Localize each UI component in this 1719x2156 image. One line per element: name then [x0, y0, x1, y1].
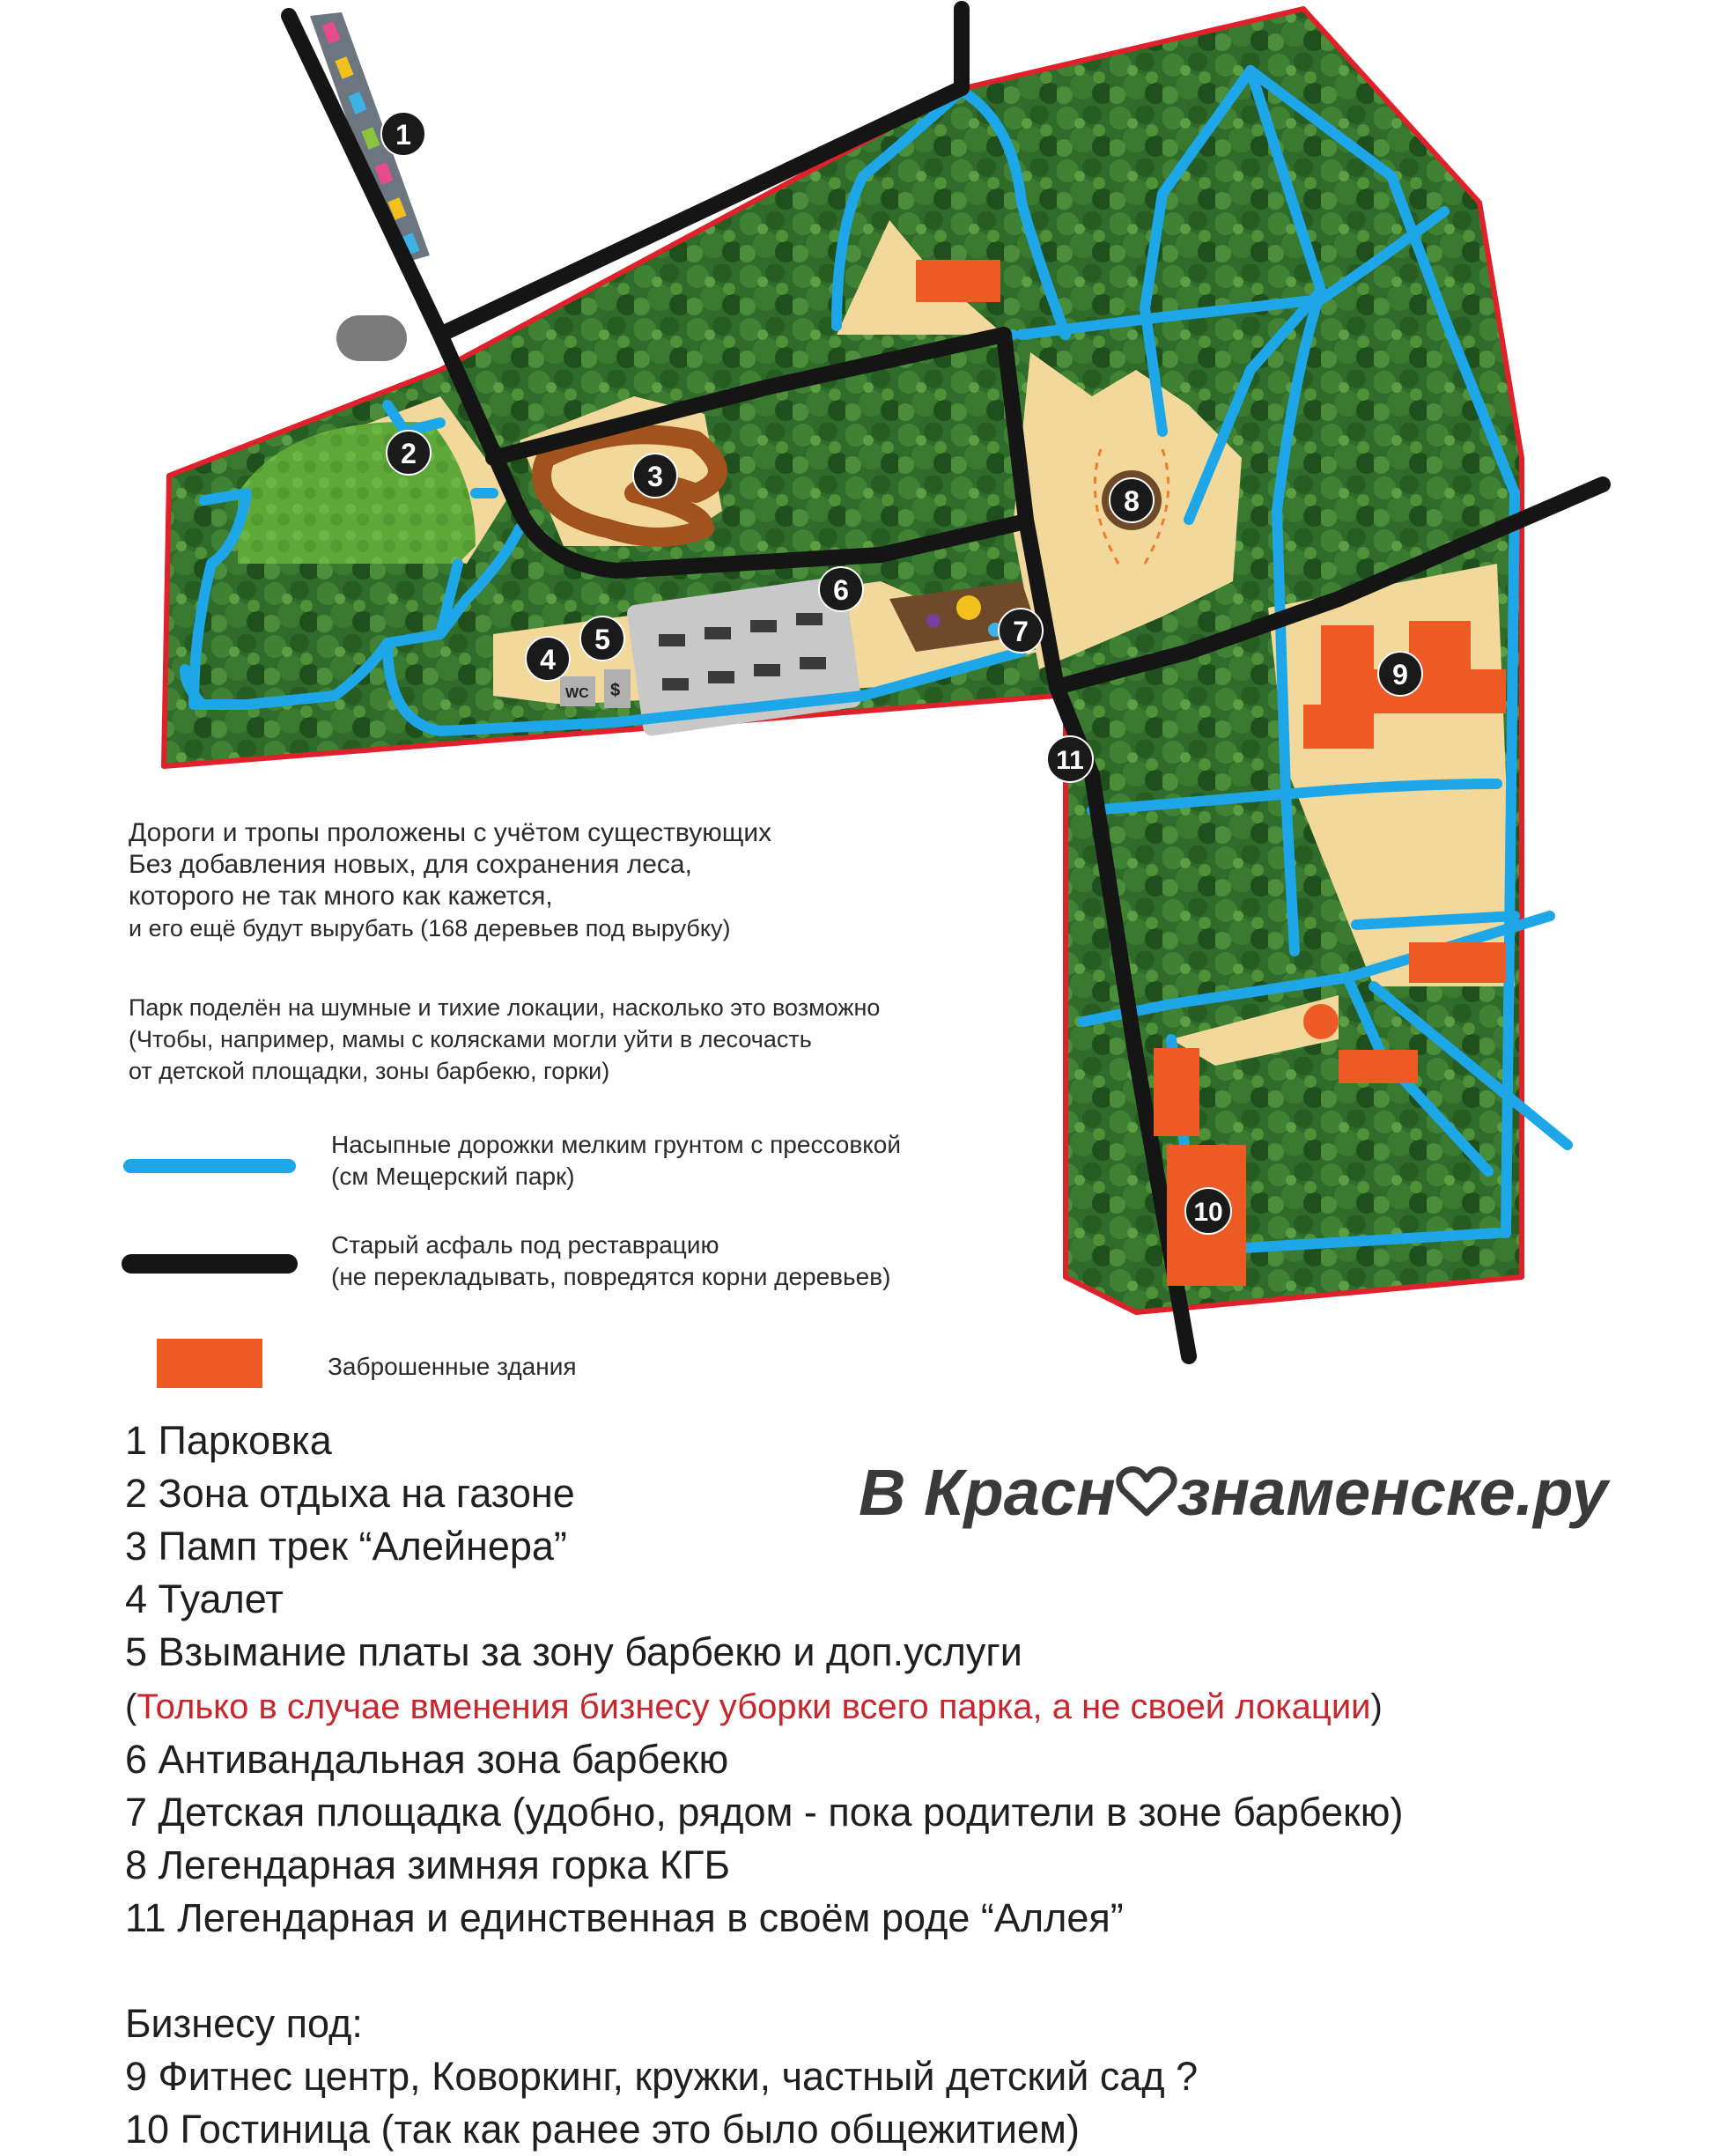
svg-text:6: 6 — [833, 574, 849, 606]
brand-text-before: В Красн — [859, 1456, 1116, 1529]
marker-2 — [387, 431, 431, 475]
zones-note — [129, 992, 880, 1087]
building-north — [916, 260, 1000, 302]
list-item: 4 Туалет — [125, 1576, 284, 1621]
roads-note-line: которого не так много как кажется, — [129, 882, 553, 911]
note-close: ) — [1370, 1687, 1383, 1726]
svg-text:10: 10 — [1193, 1198, 1223, 1227]
list-item: 3 Памп трек “Алейнера” — [125, 1524, 567, 1569]
note-open: ( — [125, 1687, 137, 1726]
marker-1 — [381, 112, 425, 156]
svg-text:5: 5 — [594, 624, 610, 655]
marker-5 — [580, 617, 624, 661]
marker-9 — [1378, 652, 1422, 696]
list-item: 6 Антивандальная зона барбекю — [125, 1737, 729, 1782]
roads-note-line: Дороги и тропы проложены с учётом существующих — [129, 818, 772, 847]
roads-note — [129, 817, 771, 944]
zones-note-line: от детской площадки, зоны барбекю, горки) — [129, 1058, 610, 1084]
marker-11 — [1047, 736, 1093, 782]
marker-3 — [633, 454, 677, 498]
brand-text-after: знаменске.ру — [1177, 1456, 1608, 1529]
svg-text:3: 3 — [647, 461, 663, 492]
list-item: 1 Парковка — [125, 1418, 332, 1463]
marker-10 — [1185, 1188, 1231, 1234]
list-item: 5 Взымание платы за зону барбекю и доп.услуги — [125, 1629, 1022, 1674]
svg-text:1: 1 — [395, 119, 411, 151]
dollar-label: $ — [610, 681, 621, 700]
svg-text:11: 11 — [1056, 746, 1084, 775]
svg-text:8: 8 — [1124, 485, 1140, 517]
list-item: 9 Фитнес центр, Коворкинг, кружки, частный детский сад ? — [125, 2054, 1199, 2099]
list-item: 11 Легендарная и единственная в своём роде “Аллея” — [125, 1895, 1124, 1940]
business-header: Бизнесу под: — [125, 2001, 363, 2046]
circle-structure — [1303, 1004, 1339, 1039]
list-item: 8 Легендарная зимняя горка КГБ — [125, 1842, 731, 1887]
note-text: Только в случае вменения бизнесу уборки всего парка, а не своей локации — [136, 1687, 1371, 1726]
gray-structure — [336, 315, 407, 361]
svg-text:9: 9 — [1392, 659, 1408, 690]
building-10a — [1154, 1048, 1199, 1136]
legend-asphalt-swatch — [122, 1254, 298, 1274]
roads-note-line: и его ещё будут вырубать (168 деревьев под вырубку) — [129, 915, 731, 941]
legend-list — [125, 1414, 1693, 2156]
legend-asphalt-text: Старый асфаль под реставрацию (не перекладывать, повредятся корни деревьев) — [331, 1231, 891, 1290]
list-item: 2 Зона отдыха на газоне — [125, 1471, 575, 1516]
spacer — [125, 1945, 1693, 1997]
svg-text:4: 4 — [540, 644, 556, 676]
list-item-note — [125, 1679, 1693, 1733]
building-south — [1339, 1050, 1418, 1083]
marker-7 — [999, 609, 1043, 653]
zones-note-line: Парк поделён на шумные и тихие локации, насколько это возможно — [129, 994, 881, 1021]
legend-buildings-text: Заброшенные здания — [328, 1353, 577, 1380]
list-item: 7 Детская площадка (удобно, рядом - пока родители в зоне барбекю) — [125, 1790, 1404, 1835]
svg-text:2: 2 — [401, 438, 417, 469]
roads-note-line: Без добавления новых, для сохранения леса, — [129, 850, 692, 879]
marker-6 — [819, 567, 863, 611]
legend-paths-text: Насыпные дорожки мелким грунтом с прессовкой (см Мещерский парк) — [331, 1131, 901, 1190]
building-east — [1409, 942, 1506, 983]
svg-text:7: 7 — [1013, 616, 1029, 647]
legend-building-swatch — [157, 1339, 262, 1388]
wc-label: WC — [565, 686, 589, 701]
legend-path-swatch — [123, 1159, 296, 1173]
list-item: 10 Гостиница (так как ранее это было общежитием) — [125, 2107, 1080, 2152]
marker-4 — [526, 637, 570, 681]
marker-8 — [1110, 478, 1154, 522]
zones-note-line: (Чтобы, например, мамы с колясками могли уйти в лесочасть — [129, 1026, 812, 1052]
